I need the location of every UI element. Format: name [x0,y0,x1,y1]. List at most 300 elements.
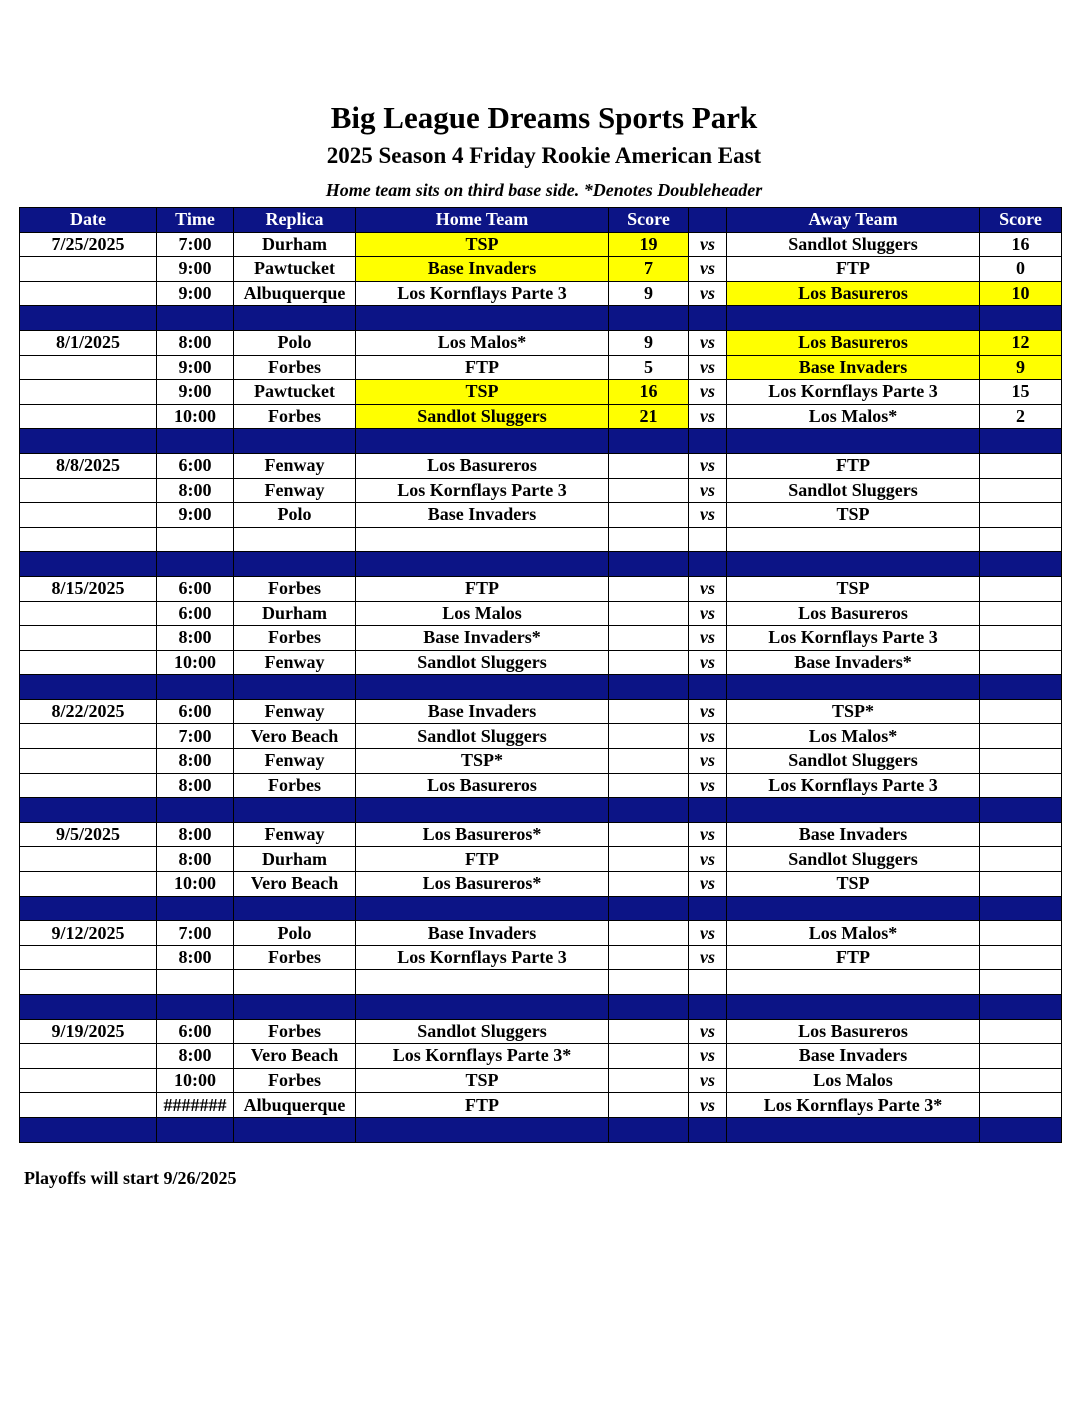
home-score-cell: 9 [609,330,689,355]
away-score-cell [980,626,1062,651]
away-score-cell: 16 [980,232,1062,257]
date-cell [20,1068,157,1093]
replica-cell: Vero Beach [234,724,356,749]
away-score-cell: 2 [980,404,1062,429]
home-team-cell: Los Kornflays Parte 3 [356,478,609,503]
date-cell [20,478,157,503]
home-team-cell: Base Invaders* [356,626,609,651]
vs-cell: vs [689,281,727,306]
date-cell [20,945,157,970]
date-cell: 8/1/2025 [20,330,157,355]
replica-cell: Durham [234,847,356,872]
home-score-cell [609,1068,689,1093]
replica-cell: Forbes [234,1068,356,1093]
home-team-cell: FTP [356,355,609,380]
vs-cell: vs [689,1044,727,1069]
game-row [20,724,1062,749]
home-team-cell: Base Invaders [356,257,609,282]
game-row [20,650,1062,675]
away-team-cell: TSP [727,872,980,897]
empty-cell [980,970,1062,995]
replica-cell: Forbes [234,626,356,651]
time-cell: 7:00 [157,921,234,946]
separator-cell [234,306,356,331]
empty-cell [727,527,980,552]
away-score-cell: 12 [980,330,1062,355]
away-team-cell: Base Invaders [727,822,980,847]
away-score-cell [980,822,1062,847]
game-row [20,355,1062,380]
date-cell [20,724,157,749]
vs-cell: vs [689,1068,727,1093]
separator-cell [609,429,689,454]
away-score-cell [980,921,1062,946]
vs-cell: vs [689,847,727,872]
time-cell: 9:00 [157,355,234,380]
game-row [20,822,1062,847]
separator-cell [727,552,980,577]
empty-cell [20,527,157,552]
vs-cell: vs [689,355,727,380]
time-cell: 8:00 [157,330,234,355]
home-team-cell: Sandlot Sluggers [356,650,609,675]
date-cell [20,872,157,897]
date-cell: 8/15/2025 [20,576,157,601]
away-team-cell: Los Basureros [727,1019,980,1044]
time-cell: 10:00 [157,404,234,429]
replica-cell: Fenway [234,478,356,503]
home-team-cell: Los Malos [356,601,609,626]
game-row [20,232,1062,257]
separator-cell [20,429,157,454]
time-cell: 8:00 [157,626,234,651]
separator-cell [20,896,157,921]
replica-cell: Fenway [234,453,356,478]
empty-row [20,527,1062,552]
away-score-cell [980,872,1062,897]
time-cell: ####### [157,1093,234,1118]
time-cell: 6:00 [157,453,234,478]
away-team-cell: Los Malos* [727,404,980,429]
separator-cell [234,675,356,700]
home-score-cell: 19 [609,232,689,257]
separator-cell [980,1117,1062,1142]
home-score-cell [609,847,689,872]
separator-cell [980,995,1062,1020]
separator-cell [609,798,689,823]
away-score-cell [980,503,1062,528]
away-team-cell: Los Basureros [727,601,980,626]
home-team-cell: Sandlot Sluggers [356,404,609,429]
away-team-cell: Los Basureros [727,281,980,306]
away-team-cell: TSP* [727,699,980,724]
separator-cell [234,896,356,921]
away-team-cell: Base Invaders* [727,650,980,675]
vs-cell: vs [689,921,727,946]
separator-cell [727,675,980,700]
empty-cell [689,970,727,995]
separator-cell [689,306,727,331]
time-cell: 7:00 [157,724,234,749]
home-score-cell [609,822,689,847]
week-separator-row [20,429,1062,454]
away-score-cell [980,453,1062,478]
vs-cell: vs [689,330,727,355]
separator-cell [727,306,980,331]
separator-cell [356,1117,609,1142]
separator-cell [157,675,234,700]
time-cell: 6:00 [157,576,234,601]
away-team-cell: TSP [727,503,980,528]
away-score-cell [980,724,1062,749]
separator-cell [980,552,1062,577]
date-cell [20,503,157,528]
date-cell: 7/25/2025 [20,232,157,257]
home-team-cell: Base Invaders [356,503,609,528]
time-cell: 9:00 [157,503,234,528]
vs-cell: vs [689,945,727,970]
date-cell [20,773,157,798]
away-score-cell: 10 [980,281,1062,306]
time-cell: 8:00 [157,822,234,847]
separator-cell [234,1117,356,1142]
empty-cell [356,527,609,552]
separator-cell [609,1117,689,1142]
separator-cell [356,429,609,454]
away-score-cell [980,1068,1062,1093]
separator-cell [234,552,356,577]
vs-cell: vs [689,699,727,724]
home-score-cell [609,699,689,724]
replica-cell: Forbes [234,773,356,798]
away-team-cell: Sandlot Sluggers [727,749,980,774]
home-score-cell [609,478,689,503]
date-cell [20,281,157,306]
separator-cell [20,675,157,700]
header-away-score: Score [980,208,1062,233]
vs-cell: vs [689,650,727,675]
home-team-cell: FTP [356,576,609,601]
empty-cell [234,970,356,995]
away-team-cell: Sandlot Sluggers [727,478,980,503]
time-cell: 9:00 [157,281,234,306]
date-cell [20,749,157,774]
away-team-cell: Base Invaders [727,1044,980,1069]
empty-cell [609,527,689,552]
page-subtitle: 2025 Season 4 Friday Rookie American East [326,143,762,168]
away-score-cell [980,576,1062,601]
home-team-cell: FTP [356,1093,609,1118]
time-cell: 7:00 [157,232,234,257]
empty-cell [609,970,689,995]
game-row [20,1068,1062,1093]
home-score-cell: 5 [609,355,689,380]
separator-cell [356,995,609,1020]
header-vs [689,208,727,233]
home-score-cell: 21 [609,404,689,429]
home-score-cell [609,576,689,601]
home-score-cell [609,601,689,626]
time-cell: 6:00 [157,1019,234,1044]
vs-cell: vs [689,404,727,429]
header-replica: Replica [234,208,356,233]
vs-cell: vs [689,478,727,503]
away-team-cell: Sandlot Sluggers [727,847,980,872]
header-time: Time [157,208,234,233]
home-team-cell: Los Kornflays Parte 3 [356,945,609,970]
empty-cell [157,527,234,552]
time-cell: 9:00 [157,257,234,282]
separator-cell [689,552,727,577]
away-score-cell [980,1093,1062,1118]
home-team-cell: FTP [356,847,609,872]
empty-cell [689,527,727,552]
away-team-cell: Los Malos* [727,921,980,946]
time-cell: 8:00 [157,478,234,503]
replica-cell: Vero Beach [234,872,356,897]
away-team-cell: Base Invaders [727,355,980,380]
away-team-cell: FTP [727,453,980,478]
away-team-cell: Los Malos [727,1068,980,1093]
game-row [20,872,1062,897]
away-score-cell [980,945,1062,970]
replica-cell: Fenway [234,822,356,847]
date-cell [20,257,157,282]
separator-cell [157,896,234,921]
date-cell: 8/22/2025 [20,699,157,724]
separator-cell [157,306,234,331]
replica-cell: Forbes [234,576,356,601]
vs-cell: vs [689,626,727,651]
game-row [20,1044,1062,1069]
empty-cell [727,970,980,995]
home-score-cell [609,1044,689,1069]
time-cell: 9:00 [157,380,234,405]
separator-cell [356,896,609,921]
time-cell: 8:00 [157,945,234,970]
header-home-score: Score [609,208,689,233]
away-team-cell: Sandlot Sluggers [727,232,980,257]
separator-cell [727,896,980,921]
replica-cell: Durham [234,232,356,257]
date-cell [20,650,157,675]
vs-cell: vs [689,822,727,847]
separator-cell [20,798,157,823]
home-score-cell [609,945,689,970]
vs-cell: vs [689,503,727,528]
away-score-cell [980,773,1062,798]
empty-cell [20,970,157,995]
separator-cell [609,896,689,921]
separator-cell [356,306,609,331]
separator-cell [980,675,1062,700]
game-row [20,921,1062,946]
home-score-cell [609,1093,689,1118]
vs-cell: vs [689,601,727,626]
game-row [20,699,1062,724]
separator-cell [609,552,689,577]
vs-cell: vs [689,576,727,601]
separator-cell [689,995,727,1020]
game-row [20,281,1062,306]
separator-cell [157,1117,234,1142]
home-team-cell: Los Basureros* [356,872,609,897]
week-separator-row [20,798,1062,823]
replica-cell: Polo [234,503,356,528]
away-team-cell: FTP [727,257,980,282]
separator-cell [157,798,234,823]
home-score-cell [609,872,689,897]
separator-cell [980,306,1062,331]
header-home-team: Home Team [356,208,609,233]
separator-cell [727,429,980,454]
away-team-cell: Los Kornflays Parte 3 [727,773,980,798]
home-team-cell: Base Invaders [356,921,609,946]
date-cell [20,380,157,405]
separator-cell [234,995,356,1020]
vs-cell: vs [689,773,727,798]
away-team-cell: Los Kornflays Parte 3 [727,626,980,651]
replica-cell: Fenway [234,650,356,675]
separator-cell [689,675,727,700]
game-row [20,453,1062,478]
date-cell [20,404,157,429]
empty-cell [234,527,356,552]
separator-cell [609,995,689,1020]
date-cell [20,1044,157,1069]
date-cell [20,847,157,872]
game-row [20,478,1062,503]
home-score-cell [609,453,689,478]
separator-cell [356,552,609,577]
date-cell [20,1093,157,1118]
date-cell [20,626,157,651]
separator-cell [689,798,727,823]
header-date: Date [20,208,157,233]
home-team-cell: Los Malos* [356,330,609,355]
home-score-cell [609,650,689,675]
home-score-cell: 9 [609,281,689,306]
separator-cell [980,798,1062,823]
away-score-cell: 9 [980,355,1062,380]
home-team-cell: TSP [356,380,609,405]
replica-cell: Vero Beach [234,1044,356,1069]
time-cell: 10:00 [157,872,234,897]
home-score-cell [609,503,689,528]
away-score-cell: 15 [980,380,1062,405]
home-team-cell: TSP* [356,749,609,774]
date-cell: 8/8/2025 [20,453,157,478]
vs-cell: vs [689,232,727,257]
home-team-cell: Los Basureros* [356,822,609,847]
home-score-cell: 16 [609,380,689,405]
game-row [20,945,1062,970]
header-away-team: Away Team [727,208,980,233]
away-score-cell [980,749,1062,774]
home-team-cell: Los Basureros [356,773,609,798]
separator-cell [234,798,356,823]
separator-cell [157,552,234,577]
vs-cell: vs [689,749,727,774]
separator-cell [609,675,689,700]
separator-cell [20,995,157,1020]
away-team-cell: FTP [727,945,980,970]
home-team-cell: Sandlot Sluggers [356,724,609,749]
away-team-cell: TSP [727,576,980,601]
game-row [20,576,1062,601]
away-score-cell [980,847,1062,872]
home-score-cell [609,749,689,774]
vs-cell: vs [689,380,727,405]
date-cell: 9/19/2025 [20,1019,157,1044]
vs-cell: vs [689,1019,727,1044]
week-separator-row [20,552,1062,577]
game-row [20,847,1062,872]
time-cell: 8:00 [157,1044,234,1069]
replica-cell: Pawtucket [234,380,356,405]
away-score-cell: 0 [980,257,1062,282]
game-row [20,601,1062,626]
time-cell: 10:00 [157,1068,234,1093]
time-cell: 10:00 [157,650,234,675]
home-score-cell [609,1019,689,1044]
separator-cell [356,675,609,700]
schedule-table [19,207,1062,1143]
game-row [20,257,1062,282]
week-separator-row [20,896,1062,921]
game-row [20,1019,1062,1044]
separator-cell [356,798,609,823]
empty-cell [157,970,234,995]
separator-cell [980,896,1062,921]
vs-cell: vs [689,724,727,749]
replica-cell: Albuquerque [234,1093,356,1118]
separator-cell [727,1117,980,1142]
replica-cell: Albuquerque [234,281,356,306]
time-cell: 6:00 [157,601,234,626]
replica-cell: Durham [234,601,356,626]
empty-row [20,970,1062,995]
date-cell [20,355,157,380]
date-cell: 9/5/2025 [20,822,157,847]
game-row [20,773,1062,798]
week-separator-row [20,306,1062,331]
schedule-note: Home team sits on third base side. *Denotes Doubleheader [325,180,763,200]
vs-cell: vs [689,1093,727,1118]
separator-cell [609,306,689,331]
separator-cell [20,1117,157,1142]
away-score-cell [980,1019,1062,1044]
header-row [20,208,1062,233]
game-row [20,330,1062,355]
time-cell: 8:00 [157,847,234,872]
home-score-cell [609,773,689,798]
home-team-cell: Base Invaders [356,699,609,724]
away-score-cell [980,699,1062,724]
home-score-cell [609,724,689,749]
separator-cell [689,429,727,454]
replica-cell: Polo [234,330,356,355]
time-cell: 8:00 [157,773,234,798]
home-team-cell: Los Kornflays Parte 3 [356,281,609,306]
date-cell [20,601,157,626]
page-title: Big League Dreams Sports Park [330,100,758,135]
replica-cell: Polo [234,921,356,946]
away-team-cell: Los Kornflays Parte 3 [727,380,980,405]
away-score-cell [980,650,1062,675]
separator-cell [980,429,1062,454]
week-separator-row [20,1117,1062,1142]
